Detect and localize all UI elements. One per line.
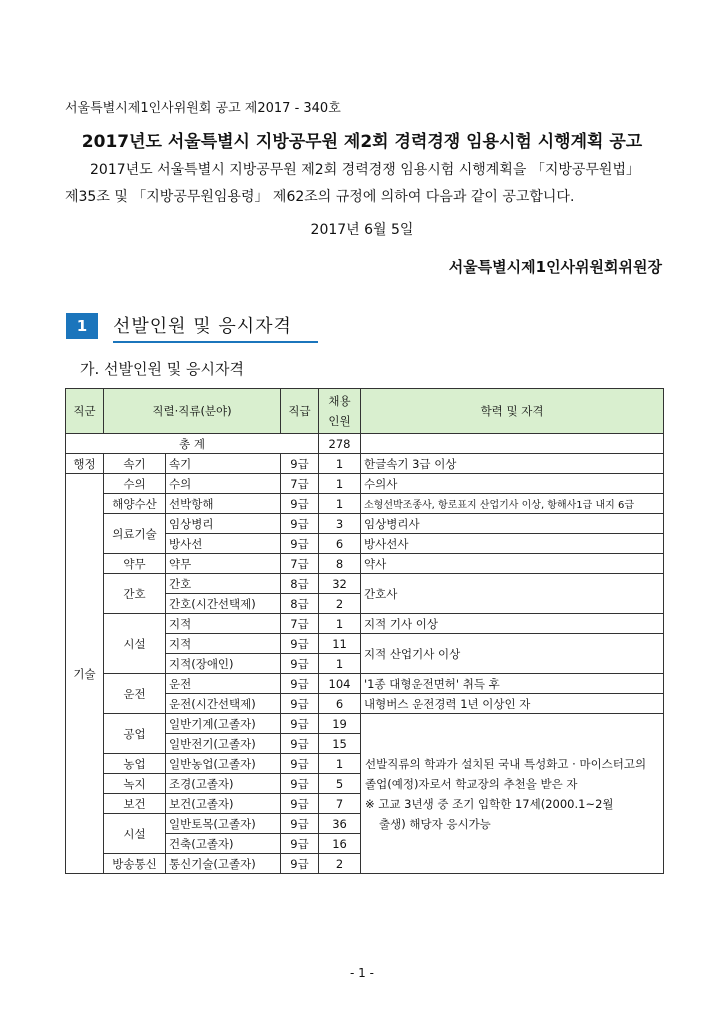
table-row: 행정 속기 속기 9급 1 한글속기 3급 이상 (66, 454, 664, 474)
table-row: 약무 약무 7급 8 약사 (66, 554, 664, 574)
header-count: 채용인원 (319, 389, 361, 434)
header-series: 직렬·직류(분야) (104, 389, 281, 434)
table-row: 방사선 9급 6 방사선사 (66, 534, 664, 554)
section-number: 1 (66, 313, 98, 339)
table-row: 의료기술 임상병리 9급 3 임상병리사 (66, 514, 664, 534)
signer: 서울특별시제1인사위원회위원장 (448, 258, 662, 276)
header-group: 직군 (66, 389, 104, 434)
total-count: 278 (319, 434, 361, 454)
table-row: 방송통신 통신기술(고졸자) 9급 2 (66, 854, 664, 874)
intro-line-1: 2017년도 서울특별시 지방공무원 제2회 경력경쟁 임용시험 시행계획을 「지방공무원법」 (90, 162, 640, 178)
document-title: 2017년도 서울특별시 지방공무원 제2회 경력경쟁 임용시험 시행계획 공고 (81, 132, 643, 152)
table-row: 건축(고졸자) 9급 16 (66, 834, 664, 854)
high-school-qualification: 선발직류의 학과가 설치된 국내 특성화고 · 마이스터고의 졸업(예정)자로서 학교장의 추천을 받은 자 ※ 고교 3년생 중 조기 입학한 17세(2000.1~2월 출생) 해당자 응시가능 (361, 714, 664, 874)
total-row (66, 434, 664, 454)
table-row: 녹지 조경(고졸자) 9급 5 (66, 774, 664, 794)
table-header-row (66, 389, 664, 434)
table-row: 운전(시간선택제) 9급 6 내형버스 운전경력 1년 이상인 자 (66, 694, 664, 714)
table-row: 시설 지적 7급 1 지적 기사 이상 (66, 614, 664, 634)
section-title: 선발인원 및 응시자격 (113, 312, 318, 343)
group-cell: 기술 (66, 474, 104, 874)
table-row: 해양수산 선박항해 9급 1 소형선박조종사, 항로표지 산업기사 이상, 항해사1급 내지 6급 (66, 494, 664, 514)
section-subtitle: 가. 선발인원 및 응시자격 (80, 360, 244, 378)
page-number: - 1 - (350, 966, 374, 980)
table-row: 운전 운전 9급 104 '1종 대형운전면허' 취득 후 (66, 674, 664, 694)
table-row: 농업 일반농업(고졸자) 9급 1 (66, 754, 664, 774)
notice-date: 2017년 6월 5일 (310, 222, 414, 238)
intro-line-2: 제35조 및 「지방공무원임용령」 제62조의 규정에 의하여 다음과 같이 공고합니다. (65, 189, 575, 205)
table-row: 시설 일반토목(고졸자) 9급 36 (66, 814, 664, 834)
table-row: 지적 9급 11 지적 산업기사 이상 (66, 634, 664, 654)
table-row: 지적(장애인) 9급 1 (66, 654, 664, 674)
header-qualification: 학력 및 자격 (361, 389, 664, 434)
total-label: 총 계 (66, 434, 319, 454)
table-row: 기술 수의 수의 7급 1 수의사 (66, 474, 664, 494)
table-row: 보건 보건(고졸자) 9급 7 (66, 794, 664, 814)
table-row: 일반전기(고졸자) 9급 15 (66, 734, 664, 754)
recruitment-table (65, 388, 664, 874)
group-cell: 행정 (66, 454, 104, 474)
table-row: 간호 간호 8급 32 간호사 (66, 574, 664, 594)
notice-number: 서울특별시제1인사위원회 공고 제2017 - 340호 (65, 101, 341, 116)
table-row: 간호(시간선택제) 8급 2 (66, 594, 664, 614)
table-row: 공업 일반기계(고졸자) 9급 19 선발직류의 학과가 설치된 국내 특성화고 · 마이스터고의 졸업(예정)자로서 학교장의 추천을 받은 자 ※ 고교 3년생 중 조기 입학한 17세(2000.1~2월 출생) 해당자 응시가능 (66, 714, 664, 734)
header-grade: 직급 (281, 389, 319, 434)
